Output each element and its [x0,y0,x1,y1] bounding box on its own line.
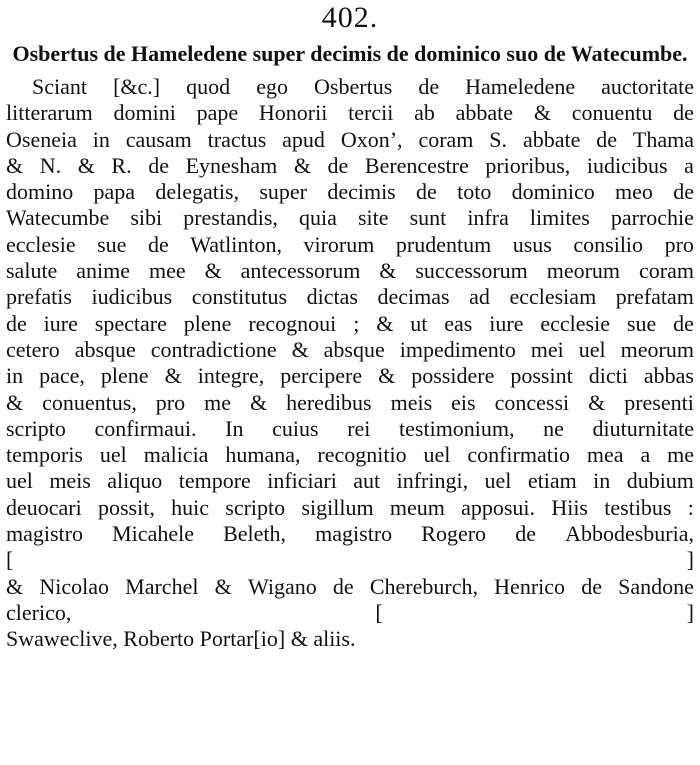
text-line: ecclesie sue de Watlinton, virorum prudentum usus consilio pro [6,231,694,257]
text-line: [ ] [6,547,694,573]
text-line: de iure spectare plene recognoui ; & ut eas iure ecclesie sue de [6,310,694,336]
page-number: 402. [321,1,379,34]
text-line: Oseneia in causam tractus apud Oxon’, coram S. abbate de Thama [6,126,694,152]
text-line: litterarum domini pape Honorii tercii ab abbate & conuentu de [6,100,694,126]
text-line: uel meis aliquo tempore inficiari aut infringi, uel etiam in dubium [6,468,694,494]
text-line: scripto confirmaui. In cuius rei testimonium, ne diuturnitate [6,415,694,441]
document-page [6,0,694,653]
text-line: magistro Micahele Beleth, magistro Rogero de Abbodesburia, [6,521,694,547]
text-line: in pace, plene & integre, percipere & possidere possint dicti abbas [6,363,694,389]
charter-heading: Osbertus de Hameledene super decimis de dominico suo de Watecumbe. [12,41,688,66]
text-line: prefatis iudicibus constitutus dictas decimas ad ecclesiam prefatam [6,284,694,310]
text-line: Watecumbe sibi prestandis, quia site sunt infra limites parrochie [6,205,694,231]
text-line: Sciant [&c.] quod ego Osbertus de Hameledene auctoritate [32,74,694,99]
text-line: & conuentus, pro me & heredibus meis eis concessi & presenti [6,389,694,415]
text-line: deuocari possit, huic scripto sigillum meum apposui. Hiis testibus : [6,494,694,520]
text-line: & N. & R. de Eynesham & de Berencestre prioribus, iudicibus a [6,152,694,178]
text-line: Swaweclive, Roberto Portar[io] & aliis. [6,626,356,652]
text-line: domino papa delegatis, super decimis de toto dominico meo de [6,179,694,205]
text-line: cetero absque contradictione & absque impedimento mei uel meorum [6,336,694,362]
charter-body [6,74,694,653]
text-line: temporis uel malicia humana, recognitio uel confirmatio mea a me [6,442,694,468]
text-line: salute anime mee & antecessorum & successorum meorum coram [6,258,694,284]
text-line: & Nicolao Marchel & Wigano de Chereburch, Henrico de Sandone [6,573,694,599]
text-line: clerico, [ ] [6,599,694,625]
